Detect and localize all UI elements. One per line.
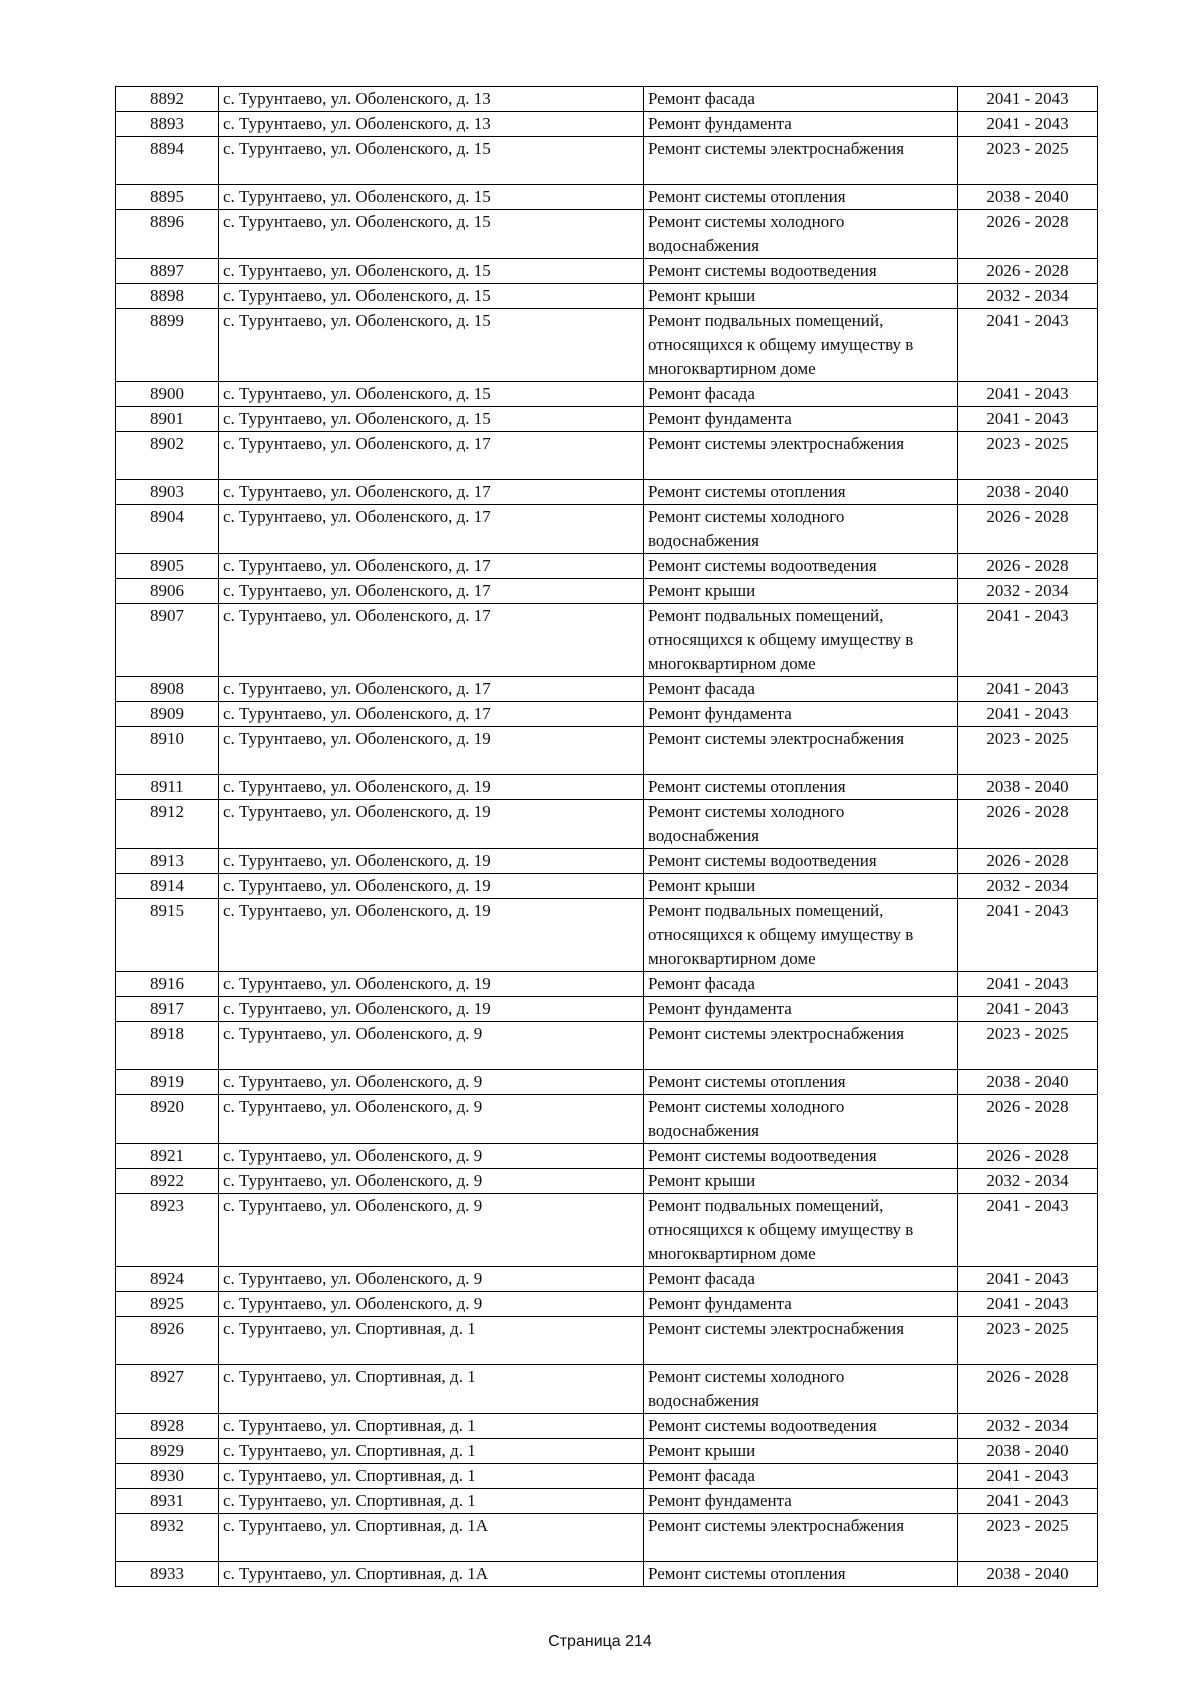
address-cell: с. Турунтаево, ул. Оболенского, д. 15 xyxy=(219,210,644,259)
period-cell: 2038 - 2040 xyxy=(958,1070,1098,1095)
period-cell: 2032 - 2034 xyxy=(958,1414,1098,1439)
period-cell: 2041 - 2043 xyxy=(958,407,1098,432)
row-number-cell: 8905 xyxy=(116,554,219,579)
address-cell: с. Турунтаево, ул. Спортивная, д. 1 xyxy=(219,1489,644,1514)
table-row xyxy=(116,899,1098,972)
address-cell: с. Турунтаево, ул. Оболенского, д. 15 xyxy=(219,382,644,407)
period-cell: 2026 - 2028 xyxy=(958,849,1098,874)
period-cell: 2023 - 2025 xyxy=(958,1514,1098,1562)
work-type-cell: Ремонт фасада xyxy=(644,677,958,702)
work-type-cell: Ремонт крыши xyxy=(644,1439,958,1464)
period-cell: 2041 - 2043 xyxy=(958,1194,1098,1267)
period-cell: 2041 - 2043 xyxy=(958,899,1098,972)
period-cell: 2041 - 2043 xyxy=(958,1292,1098,1317)
table-row xyxy=(116,137,1098,185)
address-cell: с. Турунтаево, ул. Оболенского, д. 9 xyxy=(219,1022,644,1070)
address-cell: с. Турунтаево, ул. Оболенского, д. 19 xyxy=(219,972,644,997)
row-number-cell: 8932 xyxy=(116,1514,219,1562)
period-cell: 2023 - 2025 xyxy=(958,727,1098,775)
table-row xyxy=(116,1414,1098,1439)
work-type-cell: Ремонт системы отопления xyxy=(644,775,958,800)
period-cell: 2041 - 2043 xyxy=(958,112,1098,137)
table-row xyxy=(116,259,1098,284)
work-type-cell: Ремонт подвальных помещений, относящихся к общему имуществу в многоквартирном доме xyxy=(644,1194,958,1267)
work-type-cell: Ремонт системы холодного водоснабжения xyxy=(644,505,958,554)
row-number-cell: 8904 xyxy=(116,505,219,554)
row-number-cell: 8930 xyxy=(116,1464,219,1489)
address-cell: с. Турунтаево, ул. Оболенского, д. 17 xyxy=(219,505,644,554)
work-type-cell: Ремонт фундамента xyxy=(644,702,958,727)
period-cell: 2026 - 2028 xyxy=(958,1095,1098,1144)
row-number-cell: 8903 xyxy=(116,480,219,505)
address-cell: с. Турунтаево, ул. Оболенского, д. 15 xyxy=(219,185,644,210)
address-cell: с. Турунтаево, ул. Оболенского, д. 19 xyxy=(219,775,644,800)
work-type-cell: Ремонт системы отопления xyxy=(644,1070,958,1095)
work-type-cell: Ремонт системы электроснабжения xyxy=(644,137,958,185)
row-number-cell: 8927 xyxy=(116,1365,219,1414)
table-row xyxy=(116,579,1098,604)
work-type-cell: Ремонт системы холодного водоснабжения xyxy=(644,800,958,849)
period-cell: 2026 - 2028 xyxy=(958,259,1098,284)
period-cell: 2032 - 2034 xyxy=(958,874,1098,899)
row-number-cell: 8919 xyxy=(116,1070,219,1095)
period-cell: 2032 - 2034 xyxy=(958,579,1098,604)
row-number-cell: 8918 xyxy=(116,1022,219,1070)
work-type-cell: Ремонт фасада xyxy=(644,87,958,112)
table-row xyxy=(116,87,1098,112)
row-number-cell: 8915 xyxy=(116,899,219,972)
row-number-cell: 8906 xyxy=(116,579,219,604)
period-cell: 2026 - 2028 xyxy=(958,1365,1098,1414)
row-number-cell: 8897 xyxy=(116,259,219,284)
period-cell: 2041 - 2043 xyxy=(958,604,1098,677)
address-cell: с. Турунтаево, ул. Оболенского, д. 19 xyxy=(219,874,644,899)
period-cell: 2041 - 2043 xyxy=(958,702,1098,727)
address-cell: с. Турунтаево, ул. Оболенского, д. 19 xyxy=(219,849,644,874)
table-row xyxy=(116,1514,1098,1562)
table-row xyxy=(116,800,1098,849)
address-cell: с. Турунтаево, ул. Оболенского, д. 15 xyxy=(219,137,644,185)
period-cell: 2026 - 2028 xyxy=(958,210,1098,259)
row-number-cell: 8907 xyxy=(116,604,219,677)
period-cell: 2032 - 2034 xyxy=(958,1169,1098,1194)
address-cell: с. Турунтаево, ул. Спортивная, д. 1 xyxy=(219,1464,644,1489)
address-cell: с. Турунтаево, ул. Оболенского, д. 19 xyxy=(219,899,644,972)
work-type-cell: Ремонт системы холодного водоснабжения xyxy=(644,1095,958,1144)
address-cell: с. Турунтаево, ул. Оболенского, д. 15 xyxy=(219,259,644,284)
table-row xyxy=(116,997,1098,1022)
address-cell: с. Турунтаево, ул. Оболенского, д. 17 xyxy=(219,702,644,727)
address-cell: с. Турунтаево, ул. Спортивная, д. 1 xyxy=(219,1365,644,1414)
row-number-cell: 8898 xyxy=(116,284,219,309)
period-cell: 2038 - 2040 xyxy=(958,185,1098,210)
table-row xyxy=(116,210,1098,259)
table-row xyxy=(116,1562,1098,1587)
work-type-cell: Ремонт системы электроснабжения xyxy=(644,1514,958,1562)
period-cell: 2041 - 2043 xyxy=(958,1267,1098,1292)
address-cell: с. Турунтаево, ул. Оболенского, д. 15 xyxy=(219,309,644,382)
work-type-cell: Ремонт системы водоотведения xyxy=(644,849,958,874)
table-row xyxy=(116,1292,1098,1317)
work-type-cell: Ремонт системы отопления xyxy=(644,185,958,210)
row-number-cell: 8916 xyxy=(116,972,219,997)
period-cell: 2041 - 2043 xyxy=(958,677,1098,702)
period-cell: 2023 - 2025 xyxy=(958,137,1098,185)
row-number-cell: 8912 xyxy=(116,800,219,849)
table-row xyxy=(116,382,1098,407)
period-cell: 2026 - 2028 xyxy=(958,1144,1098,1169)
period-cell: 2041 - 2043 xyxy=(958,1489,1098,1514)
period-cell: 2032 - 2034 xyxy=(958,284,1098,309)
work-type-cell: Ремонт системы водоотведения xyxy=(644,554,958,579)
work-type-cell: Ремонт фундамента xyxy=(644,997,958,1022)
address-cell: с. Турунтаево, ул. Оболенского, д. 15 xyxy=(219,407,644,432)
work-type-cell: Ремонт системы отопления xyxy=(644,480,958,505)
table-row xyxy=(116,480,1098,505)
work-type-cell: Ремонт подвальных помещений, относящихся к общему имуществу в многоквартирном доме xyxy=(644,604,958,677)
period-cell: 2023 - 2025 xyxy=(958,1317,1098,1365)
work-type-cell: Ремонт фасада xyxy=(644,382,958,407)
table-row xyxy=(116,849,1098,874)
row-number-cell: 8900 xyxy=(116,382,219,407)
table-row xyxy=(116,775,1098,800)
table-row xyxy=(116,1267,1098,1292)
row-number-cell: 8917 xyxy=(116,997,219,1022)
address-cell: с. Турунтаево, ул. Спортивная, д. 1 xyxy=(219,1317,644,1365)
table-row xyxy=(116,185,1098,210)
row-number-cell: 8933 xyxy=(116,1562,219,1587)
work-type-cell: Ремонт системы водоотведения xyxy=(644,1144,958,1169)
period-cell: 2041 - 2043 xyxy=(958,382,1098,407)
work-type-cell: Ремонт системы холодного водоснабжения xyxy=(644,1365,958,1414)
work-type-cell: Ремонт подвальных помещений, относящихся к общему имуществу в многоквартирном доме xyxy=(644,309,958,382)
table-row xyxy=(116,112,1098,137)
row-number-cell: 8896 xyxy=(116,210,219,259)
address-cell: с. Турунтаево, ул. Оболенского, д. 17 xyxy=(219,604,644,677)
address-cell: с. Турунтаево, ул. Оболенского, д. 9 xyxy=(219,1144,644,1169)
row-number-cell: 8902 xyxy=(116,432,219,480)
table-row xyxy=(116,284,1098,309)
period-cell: 2041 - 2043 xyxy=(958,87,1098,112)
address-cell: с. Турунтаево, ул. Спортивная, д. 1 xyxy=(219,1439,644,1464)
table-row xyxy=(116,1095,1098,1144)
table-row xyxy=(116,505,1098,554)
row-number-cell: 8908 xyxy=(116,677,219,702)
table-row xyxy=(116,1464,1098,1489)
address-cell: с. Турунтаево, ул. Оболенского, д. 13 xyxy=(219,87,644,112)
address-cell: с. Турунтаево, ул. Спортивная, д. 1А xyxy=(219,1514,644,1562)
address-cell: с. Турунтаево, ул. Спортивная, д. 1 xyxy=(219,1414,644,1439)
address-cell: с. Турунтаево, ул. Оболенского, д. 17 xyxy=(219,677,644,702)
work-type-cell: Ремонт системы водоотведения xyxy=(644,1414,958,1439)
table-row xyxy=(116,1144,1098,1169)
period-cell: 2038 - 2040 xyxy=(958,1439,1098,1464)
period-cell: 2026 - 2028 xyxy=(958,800,1098,849)
period-cell: 2023 - 2025 xyxy=(958,432,1098,480)
row-number-cell: 8929 xyxy=(116,1439,219,1464)
period-cell: 2041 - 2043 xyxy=(958,972,1098,997)
table-row xyxy=(116,1070,1098,1095)
row-number-cell: 8931 xyxy=(116,1489,219,1514)
work-type-cell: Ремонт системы водоотведения xyxy=(644,259,958,284)
address-cell: с. Турунтаево, ул. Спортивная, д. 1А xyxy=(219,1562,644,1587)
work-type-cell: Ремонт крыши xyxy=(644,284,958,309)
work-type-cell: Ремонт фундамента xyxy=(644,112,958,137)
work-type-cell: Ремонт крыши xyxy=(644,579,958,604)
work-type-cell: Ремонт системы отопления xyxy=(644,1562,958,1587)
work-type-cell: Ремонт фундамента xyxy=(644,1489,958,1514)
address-cell: с. Турунтаево, ул. Оболенского, д. 17 xyxy=(219,432,644,480)
period-cell: 2041 - 2043 xyxy=(958,1464,1098,1489)
table-row xyxy=(116,1317,1098,1365)
row-number-cell: 8914 xyxy=(116,874,219,899)
address-cell: с. Турунтаево, ул. Оболенского, д. 19 xyxy=(219,800,644,849)
table-row xyxy=(116,1169,1098,1194)
table-row xyxy=(116,677,1098,702)
address-cell: с. Турунтаево, ул. Оболенского, д. 9 xyxy=(219,1194,644,1267)
capital-repair-table xyxy=(115,86,1098,1587)
row-number-cell: 8909 xyxy=(116,702,219,727)
row-number-cell: 8899 xyxy=(116,309,219,382)
row-number-cell: 8892 xyxy=(116,87,219,112)
address-cell: с. Турунтаево, ул. Оболенского, д. 9 xyxy=(219,1070,644,1095)
row-number-cell: 8920 xyxy=(116,1095,219,1144)
work-type-cell: Ремонт фасада xyxy=(644,1267,958,1292)
table-row xyxy=(116,432,1098,480)
row-number-cell: 8895 xyxy=(116,185,219,210)
address-cell: с. Турунтаево, ул. Оболенского, д. 15 xyxy=(219,284,644,309)
table-row xyxy=(116,407,1098,432)
table-row xyxy=(116,874,1098,899)
row-number-cell: 8894 xyxy=(116,137,219,185)
page-number: Страница 214 xyxy=(548,1633,652,1650)
row-number-cell: 8923 xyxy=(116,1194,219,1267)
period-cell: 2041 - 2043 xyxy=(958,309,1098,382)
row-number-cell: 8922 xyxy=(116,1169,219,1194)
address-cell: с. Турунтаево, ул. Оболенского, д. 9 xyxy=(219,1095,644,1144)
row-number-cell: 8926 xyxy=(116,1317,219,1365)
row-number-cell: 8911 xyxy=(116,775,219,800)
period-cell: 2038 - 2040 xyxy=(958,1562,1098,1587)
period-cell: 2038 - 2040 xyxy=(958,775,1098,800)
address-cell: с. Турунтаево, ул. Оболенского, д. 9 xyxy=(219,1292,644,1317)
address-cell: с. Турунтаево, ул. Оболенского, д. 19 xyxy=(219,727,644,775)
work-type-cell: Ремонт системы электроснабжения xyxy=(644,1022,958,1070)
work-type-cell: Ремонт крыши xyxy=(644,874,958,899)
table-row xyxy=(116,309,1098,382)
work-type-cell: Ремонт фундамента xyxy=(644,407,958,432)
row-number-cell: 8893 xyxy=(116,112,219,137)
work-type-cell: Ремонт фундамента xyxy=(644,1292,958,1317)
period-cell: 2038 - 2040 xyxy=(958,480,1098,505)
table-row xyxy=(116,702,1098,727)
table-row xyxy=(116,1022,1098,1070)
address-cell: с. Турунтаево, ул. Оболенского, д. 9 xyxy=(219,1169,644,1194)
period-cell: 2026 - 2028 xyxy=(958,505,1098,554)
period-cell: 2023 - 2025 xyxy=(958,1022,1098,1070)
table-row xyxy=(116,604,1098,677)
work-type-cell: Ремонт системы холодного водоснабжения xyxy=(644,210,958,259)
period-cell: 2041 - 2043 xyxy=(958,997,1098,1022)
work-type-cell: Ремонт системы электроснабжения xyxy=(644,1317,958,1365)
address-cell: с. Турунтаево, ул. Оболенского, д. 13 xyxy=(219,112,644,137)
row-number-cell: 8921 xyxy=(116,1144,219,1169)
table-row xyxy=(116,1439,1098,1464)
address-cell: с. Турунтаево, ул. Оболенского, д. 17 xyxy=(219,554,644,579)
table-row xyxy=(116,972,1098,997)
table-row xyxy=(116,727,1098,775)
address-cell: с. Турунтаево, ул. Оболенского, д. 19 xyxy=(219,997,644,1022)
period-cell: 2026 - 2028 xyxy=(958,554,1098,579)
table-body xyxy=(116,87,1098,1587)
row-number-cell: 8910 xyxy=(116,727,219,775)
table-row xyxy=(116,554,1098,579)
work-type-cell: Ремонт системы электроснабжения xyxy=(644,727,958,775)
row-number-cell: 8925 xyxy=(116,1292,219,1317)
table-row xyxy=(116,1194,1098,1267)
address-cell: с. Турунтаево, ул. Оболенского, д. 17 xyxy=(219,480,644,505)
address-cell: с. Турунтаево, ул. Оболенского, д. 17 xyxy=(219,579,644,604)
work-type-cell: Ремонт системы электроснабжения xyxy=(644,432,958,480)
row-number-cell: 8913 xyxy=(116,849,219,874)
row-number-cell: 8924 xyxy=(116,1267,219,1292)
table-row xyxy=(116,1489,1098,1514)
row-number-cell: 8901 xyxy=(116,407,219,432)
work-type-cell: Ремонт крыши xyxy=(644,1169,958,1194)
table-row xyxy=(116,1365,1098,1414)
work-type-cell: Ремонт фасада xyxy=(644,972,958,997)
work-type-cell: Ремонт подвальных помещений, относящихся к общему имуществу в многоквартирном доме xyxy=(644,899,958,972)
work-type-cell: Ремонт фасада xyxy=(644,1464,958,1489)
address-cell: с. Турунтаево, ул. Оболенского, д. 9 xyxy=(219,1267,644,1292)
row-number-cell: 8928 xyxy=(116,1414,219,1439)
